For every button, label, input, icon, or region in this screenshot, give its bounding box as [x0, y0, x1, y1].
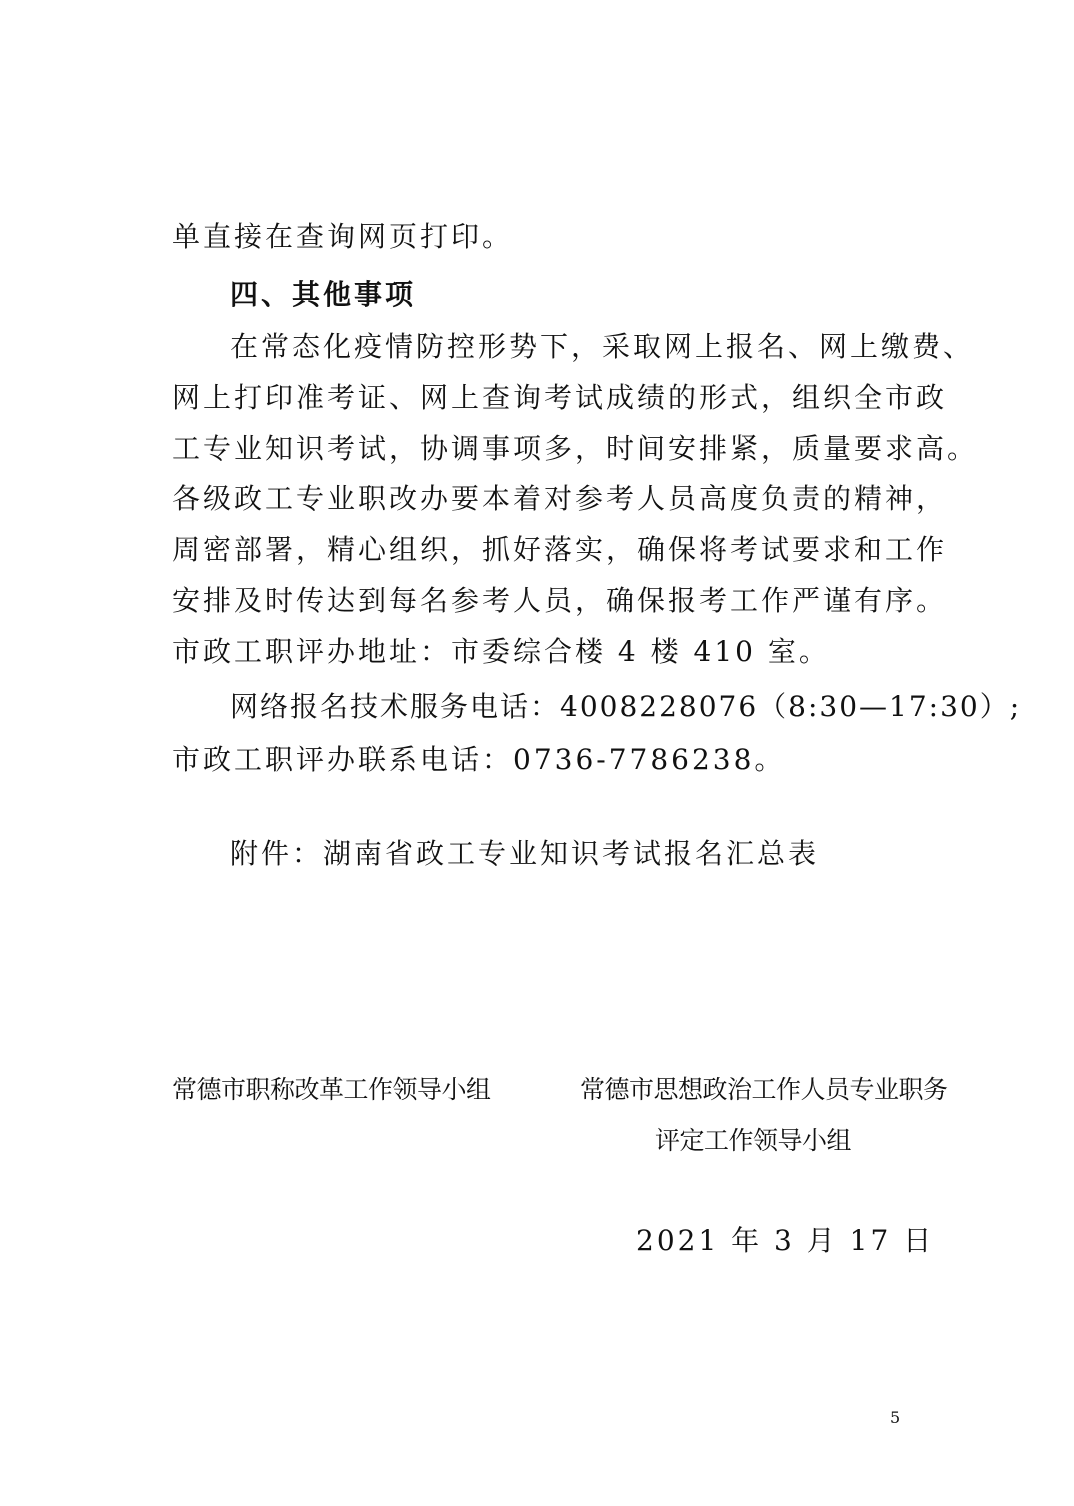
signature-right-line2: 评定工作领导小组	[655, 1126, 852, 1155]
signature-right-line1: 常德市思想政治工作人员专业职务	[580, 1075, 948, 1104]
paragraph-line-3: 工专业知识考试，协调事项多，时间安排紧，质量要求高。	[172, 432, 979, 465]
attachment-line: 附件：湖南省政工专业知识考试报名汇总表	[230, 837, 820, 870]
opening-line: 单直接在查询网页打印。	[172, 220, 514, 253]
paragraph-line-5: 周密部署，精心组织，抓好落实，确保将考试要求和工作	[172, 533, 948, 566]
paragraph-line-4: 各级政工专业职改办要本着对参考人员高度负责的精神，	[172, 482, 948, 515]
section-heading: 四、其他事项	[230, 278, 417, 311]
signature-left: 常德市职称改革工作领导小组	[172, 1075, 491, 1104]
paragraph-line-2: 网上打印准考证、网上查询考试成绩的形式，组织全市政	[172, 381, 948, 414]
paragraph-line-1: 在常态化疫情防控形势下，采取网上报名、网上缴费、	[230, 330, 975, 363]
office-phone-line: 市政工职评办联系电话：0736-7786238。	[172, 743, 786, 776]
document-date: 2021 年 3 月 17 日	[636, 1224, 935, 1257]
office-address-line: 市政工职评办地址：市委综合楼 4 楼 410 室。	[172, 635, 830, 668]
paragraph-line-6: 安排及时传达到每名参考人员，确保报考工作严谨有序。	[172, 584, 948, 617]
tech-phone-line: 网络报名技术服务电话：4008228076（8:30—17:30）;	[230, 690, 1022, 723]
page-number: 5	[890, 1408, 901, 1427]
